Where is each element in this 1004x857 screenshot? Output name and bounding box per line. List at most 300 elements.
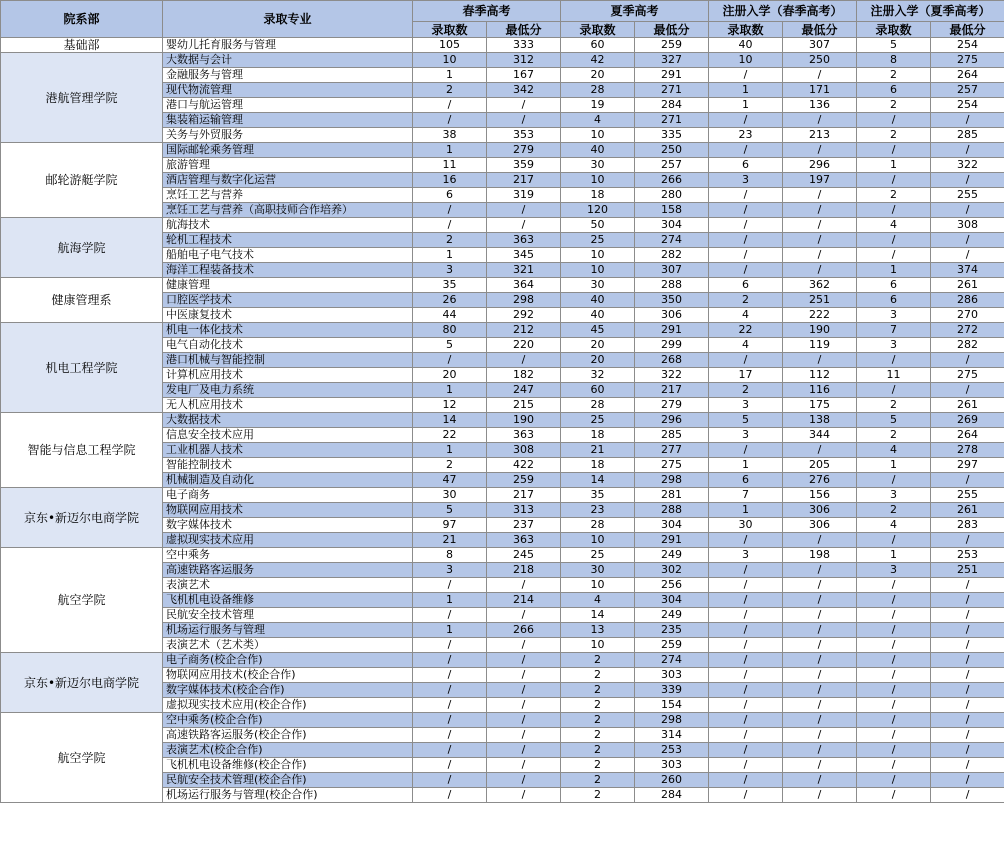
value-cell: / bbox=[783, 668, 857, 683]
value-cell: 26 bbox=[413, 293, 487, 308]
dept-cell: 健康管理系 bbox=[1, 278, 163, 323]
value-cell: 298 bbox=[487, 293, 561, 308]
value-cell: 307 bbox=[783, 38, 857, 53]
value-cell: 3 bbox=[709, 428, 783, 443]
value-cell: 23 bbox=[709, 128, 783, 143]
value-cell: / bbox=[709, 68, 783, 83]
value-cell: 274 bbox=[635, 233, 709, 248]
major-cell: 集装箱运输管理 bbox=[163, 113, 413, 128]
value-cell: 280 bbox=[635, 188, 709, 203]
value-cell: / bbox=[709, 668, 783, 683]
value-cell: 307 bbox=[635, 263, 709, 278]
major-cell: 智能控制技术 bbox=[163, 458, 413, 473]
value-cell: 284 bbox=[635, 788, 709, 803]
dept-cell: 航空学院 bbox=[1, 713, 163, 803]
major-cell: 电子商务(校企合作) bbox=[163, 653, 413, 668]
value-cell: 268 bbox=[635, 353, 709, 368]
value-cell: / bbox=[413, 203, 487, 218]
value-cell: / bbox=[931, 758, 1004, 773]
table-row bbox=[1, 38, 1004, 53]
table-body bbox=[1, 38, 1004, 803]
value-cell: / bbox=[783, 443, 857, 458]
value-cell: 214 bbox=[487, 593, 561, 608]
value-cell: 1 bbox=[857, 158, 931, 173]
value-cell: 112 bbox=[783, 368, 857, 383]
value-cell: 304 bbox=[635, 218, 709, 233]
value-cell: 3 bbox=[857, 488, 931, 503]
value-cell: 2 bbox=[561, 698, 635, 713]
value-cell: / bbox=[709, 623, 783, 638]
value-cell: 14 bbox=[561, 608, 635, 623]
value-cell: 10 bbox=[561, 248, 635, 263]
value-cell: 8 bbox=[413, 548, 487, 563]
major-cell: 电子商务 bbox=[163, 488, 413, 503]
value-cell: / bbox=[857, 788, 931, 803]
value-cell: / bbox=[487, 218, 561, 233]
value-cell: 4 bbox=[857, 518, 931, 533]
value-cell: / bbox=[857, 383, 931, 398]
major-cell: 物联网应用技术(校企合作) bbox=[163, 668, 413, 683]
value-cell: 80 bbox=[413, 323, 487, 338]
value-cell: 60 bbox=[561, 383, 635, 398]
value-cell: 45 bbox=[561, 323, 635, 338]
value-cell: 1 bbox=[413, 593, 487, 608]
value-cell: 167 bbox=[487, 68, 561, 83]
value-cell: 10 bbox=[709, 53, 783, 68]
value-cell: 217 bbox=[635, 383, 709, 398]
value-cell: 3 bbox=[413, 263, 487, 278]
value-cell: / bbox=[857, 233, 931, 248]
value-cell: 237 bbox=[487, 518, 561, 533]
value-cell: 322 bbox=[635, 368, 709, 383]
major-cell: 表演艺术（艺术类） bbox=[163, 638, 413, 653]
value-cell: / bbox=[709, 743, 783, 758]
value-cell: / bbox=[857, 638, 931, 653]
value-cell: 11 bbox=[857, 368, 931, 383]
value-cell: / bbox=[709, 443, 783, 458]
dept-cell: 京东•新迈尔电商学院 bbox=[1, 653, 163, 713]
value-cell: / bbox=[857, 593, 931, 608]
value-cell: / bbox=[783, 788, 857, 803]
value-cell: / bbox=[709, 698, 783, 713]
major-cell: 飞机机电设备维修(校企合作) bbox=[163, 758, 413, 773]
value-cell: 158 bbox=[635, 203, 709, 218]
header-min-score: 最低分 bbox=[783, 22, 857, 38]
value-cell: / bbox=[709, 563, 783, 578]
value-cell: 250 bbox=[783, 53, 857, 68]
major-cell: 表演艺术 bbox=[163, 578, 413, 593]
value-cell: 2 bbox=[413, 83, 487, 98]
value-cell: 1 bbox=[709, 83, 783, 98]
table-row bbox=[1, 143, 1004, 158]
value-cell: / bbox=[783, 728, 857, 743]
value-cell: / bbox=[857, 473, 931, 488]
value-cell: 314 bbox=[635, 728, 709, 743]
dept-cell: 机电工程学院 bbox=[1, 323, 163, 413]
value-cell: 10 bbox=[561, 128, 635, 143]
value-cell: / bbox=[413, 578, 487, 593]
value-cell: / bbox=[783, 218, 857, 233]
value-cell: / bbox=[931, 593, 1004, 608]
value-cell: 362 bbox=[783, 278, 857, 293]
value-cell: / bbox=[783, 353, 857, 368]
value-cell: / bbox=[709, 143, 783, 158]
value-cell: / bbox=[413, 638, 487, 653]
value-cell: / bbox=[487, 113, 561, 128]
value-cell: 190 bbox=[783, 323, 857, 338]
value-cell: / bbox=[931, 248, 1004, 263]
value-cell: 3 bbox=[857, 338, 931, 353]
value-cell: 1 bbox=[709, 503, 783, 518]
header-min-score: 最低分 bbox=[487, 22, 561, 38]
value-cell: / bbox=[783, 593, 857, 608]
value-cell: 2 bbox=[413, 458, 487, 473]
value-cell: / bbox=[783, 698, 857, 713]
value-cell: 220 bbox=[487, 338, 561, 353]
value-cell: 306 bbox=[783, 518, 857, 533]
value-cell: 30 bbox=[709, 518, 783, 533]
value-cell: 136 bbox=[783, 98, 857, 113]
value-cell: 6 bbox=[709, 473, 783, 488]
value-cell: 254 bbox=[931, 98, 1004, 113]
value-cell: 422 bbox=[487, 458, 561, 473]
table-row bbox=[1, 488, 1004, 503]
value-cell: 303 bbox=[635, 668, 709, 683]
value-cell: / bbox=[487, 713, 561, 728]
value-cell: / bbox=[413, 758, 487, 773]
value-cell: / bbox=[931, 713, 1004, 728]
value-cell: / bbox=[783, 188, 857, 203]
major-cell: 机场运行服务与管理 bbox=[163, 623, 413, 638]
value-cell: 116 bbox=[783, 383, 857, 398]
major-cell: 口腔医学技术 bbox=[163, 293, 413, 308]
value-cell: 10 bbox=[561, 173, 635, 188]
value-cell: 288 bbox=[635, 278, 709, 293]
header-count: 录取数 bbox=[857, 22, 931, 38]
value-cell: 215 bbox=[487, 398, 561, 413]
value-cell: 322 bbox=[931, 158, 1004, 173]
value-cell: 259 bbox=[635, 638, 709, 653]
value-cell: / bbox=[487, 683, 561, 698]
value-cell: / bbox=[931, 383, 1004, 398]
major-cell: 大数据与会计 bbox=[163, 53, 413, 68]
major-cell: 计算机应用技术 bbox=[163, 368, 413, 383]
major-cell: 无人机应用技术 bbox=[163, 398, 413, 413]
value-cell: 3 bbox=[413, 563, 487, 578]
dept-cell: 港航管理学院 bbox=[1, 53, 163, 143]
value-cell: 261 bbox=[931, 503, 1004, 518]
dept-cell: 航海学院 bbox=[1, 218, 163, 278]
major-cell: 信息安全技术应用 bbox=[163, 428, 413, 443]
value-cell: 17 bbox=[709, 368, 783, 383]
dept-cell: 基础部 bbox=[1, 38, 163, 53]
value-cell: / bbox=[857, 773, 931, 788]
value-cell: 1 bbox=[709, 98, 783, 113]
value-cell: 259 bbox=[635, 38, 709, 53]
value-cell: 2 bbox=[561, 788, 635, 803]
value-cell: 303 bbox=[635, 758, 709, 773]
value-cell: 308 bbox=[487, 443, 561, 458]
value-cell: 2 bbox=[857, 128, 931, 143]
major-cell: 烹饪工艺与营养 bbox=[163, 188, 413, 203]
value-cell: / bbox=[857, 248, 931, 263]
value-cell: 197 bbox=[783, 173, 857, 188]
value-cell: 271 bbox=[635, 113, 709, 128]
value-cell: 25 bbox=[561, 233, 635, 248]
value-cell: 291 bbox=[635, 533, 709, 548]
major-cell: 机械制造及自动化 bbox=[163, 473, 413, 488]
value-cell: / bbox=[709, 578, 783, 593]
header-count: 录取数 bbox=[413, 22, 487, 38]
value-cell: / bbox=[931, 653, 1004, 668]
major-cell: 金融服务与管理 bbox=[163, 68, 413, 83]
header-group-reg-summer: 注册入学（夏季高考） bbox=[857, 1, 1004, 22]
value-cell: 3 bbox=[857, 308, 931, 323]
value-cell: 8 bbox=[857, 53, 931, 68]
value-cell: / bbox=[487, 743, 561, 758]
value-cell: 288 bbox=[635, 503, 709, 518]
value-cell: / bbox=[413, 713, 487, 728]
value-cell: / bbox=[413, 608, 487, 623]
value-cell: 299 bbox=[635, 338, 709, 353]
major-cell: 关务与外贸服务 bbox=[163, 128, 413, 143]
major-cell: 酒店管理与数字化运营 bbox=[163, 173, 413, 188]
value-cell: 10 bbox=[561, 638, 635, 653]
value-cell: / bbox=[709, 728, 783, 743]
value-cell: / bbox=[709, 188, 783, 203]
value-cell: 50 bbox=[561, 218, 635, 233]
value-cell: / bbox=[413, 683, 487, 698]
value-cell: 306 bbox=[635, 308, 709, 323]
value-cell: 28 bbox=[561, 518, 635, 533]
value-cell: / bbox=[413, 743, 487, 758]
value-cell: 284 bbox=[635, 98, 709, 113]
value-cell: 218 bbox=[487, 563, 561, 578]
value-cell: / bbox=[487, 203, 561, 218]
major-cell: 民航安全技术管理(校企合作) bbox=[163, 773, 413, 788]
value-cell: / bbox=[783, 608, 857, 623]
major-cell: 表演艺术(校企合作) bbox=[163, 743, 413, 758]
value-cell: 274 bbox=[635, 653, 709, 668]
value-cell: / bbox=[709, 653, 783, 668]
value-cell: 30 bbox=[561, 278, 635, 293]
major-cell: 空中乘务(校企合作) bbox=[163, 713, 413, 728]
value-cell: 333 bbox=[487, 38, 561, 53]
value-cell: 364 bbox=[487, 278, 561, 293]
value-cell: / bbox=[857, 668, 931, 683]
value-cell: 2 bbox=[561, 653, 635, 668]
value-cell: 205 bbox=[783, 458, 857, 473]
value-cell: 266 bbox=[487, 623, 561, 638]
major-cell: 烹饪工艺与营养（高职技师合作培养） bbox=[163, 203, 413, 218]
value-cell: 298 bbox=[635, 713, 709, 728]
value-cell: / bbox=[709, 533, 783, 548]
header-group-reg-spring: 注册入学（春季高考） bbox=[709, 1, 857, 22]
value-cell: / bbox=[413, 788, 487, 803]
value-cell: / bbox=[931, 203, 1004, 218]
value-cell: 2 bbox=[561, 758, 635, 773]
value-cell: / bbox=[931, 683, 1004, 698]
value-cell: 272 bbox=[931, 323, 1004, 338]
major-cell: 机电一体化技术 bbox=[163, 323, 413, 338]
value-cell: 40 bbox=[561, 143, 635, 158]
major-cell: 虚拟现实技术应用(校企合作) bbox=[163, 698, 413, 713]
value-cell: / bbox=[783, 68, 857, 83]
value-cell: 1 bbox=[709, 458, 783, 473]
value-cell: 10 bbox=[561, 578, 635, 593]
value-cell: / bbox=[487, 773, 561, 788]
value-cell: 22 bbox=[413, 428, 487, 443]
value-cell: / bbox=[931, 173, 1004, 188]
major-cell: 港口机械与智能控制 bbox=[163, 353, 413, 368]
value-cell: 1 bbox=[413, 143, 487, 158]
value-cell: / bbox=[487, 353, 561, 368]
major-cell: 机场运行服务与管理(校企合作) bbox=[163, 788, 413, 803]
value-cell: 2 bbox=[561, 713, 635, 728]
value-cell: 138 bbox=[783, 413, 857, 428]
major-cell: 航海技术 bbox=[163, 218, 413, 233]
value-cell: 119 bbox=[783, 338, 857, 353]
header-group-summer: 夏季高考 bbox=[561, 1, 709, 22]
value-cell: / bbox=[487, 98, 561, 113]
value-cell: / bbox=[709, 758, 783, 773]
major-cell: 空中乘务 bbox=[163, 548, 413, 563]
value-cell: 254 bbox=[931, 38, 1004, 53]
value-cell: / bbox=[783, 758, 857, 773]
value-cell: / bbox=[487, 578, 561, 593]
value-cell: / bbox=[931, 773, 1004, 788]
value-cell: 319 bbox=[487, 188, 561, 203]
value-cell: / bbox=[783, 533, 857, 548]
value-cell: 359 bbox=[487, 158, 561, 173]
value-cell: 20 bbox=[561, 338, 635, 353]
value-cell: 30 bbox=[561, 158, 635, 173]
header-major: 录取专业 bbox=[163, 1, 413, 38]
value-cell: 363 bbox=[487, 233, 561, 248]
value-cell: / bbox=[857, 653, 931, 668]
table-row bbox=[1, 278, 1004, 293]
value-cell: 156 bbox=[783, 488, 857, 503]
value-cell: / bbox=[413, 98, 487, 113]
value-cell: / bbox=[931, 728, 1004, 743]
value-cell: / bbox=[709, 683, 783, 698]
major-cell: 高速铁路客运服务(校企合作) bbox=[163, 728, 413, 743]
value-cell: / bbox=[783, 578, 857, 593]
value-cell: / bbox=[857, 743, 931, 758]
value-cell: 251 bbox=[931, 563, 1004, 578]
value-cell: / bbox=[709, 773, 783, 788]
major-cell: 现代物流管理 bbox=[163, 83, 413, 98]
value-cell: / bbox=[931, 788, 1004, 803]
value-cell: / bbox=[487, 728, 561, 743]
value-cell: 7 bbox=[857, 323, 931, 338]
value-cell: 32 bbox=[561, 368, 635, 383]
value-cell: / bbox=[413, 698, 487, 713]
value-cell: / bbox=[931, 113, 1004, 128]
value-cell: 2 bbox=[561, 668, 635, 683]
dept-cell: 智能与信息工程学院 bbox=[1, 413, 163, 488]
value-cell: / bbox=[931, 353, 1004, 368]
value-cell: 257 bbox=[931, 83, 1004, 98]
value-cell: / bbox=[487, 668, 561, 683]
value-cell: 16 bbox=[413, 173, 487, 188]
value-cell: 4 bbox=[561, 593, 635, 608]
major-cell: 数字媒体技术 bbox=[163, 518, 413, 533]
value-cell: / bbox=[857, 623, 931, 638]
value-cell: 249 bbox=[635, 548, 709, 563]
table-row bbox=[1, 218, 1004, 233]
value-cell: 253 bbox=[635, 743, 709, 758]
value-cell: / bbox=[931, 668, 1004, 683]
value-cell: / bbox=[709, 203, 783, 218]
value-cell: 264 bbox=[931, 428, 1004, 443]
value-cell: 97 bbox=[413, 518, 487, 533]
value-cell: / bbox=[487, 698, 561, 713]
value-cell: 313 bbox=[487, 503, 561, 518]
value-cell: / bbox=[413, 218, 487, 233]
value-cell: 5 bbox=[413, 338, 487, 353]
value-cell: 261 bbox=[931, 398, 1004, 413]
value-cell: 4 bbox=[857, 218, 931, 233]
value-cell: 308 bbox=[931, 218, 1004, 233]
value-cell: 2 bbox=[857, 188, 931, 203]
value-cell: 21 bbox=[561, 443, 635, 458]
value-cell: / bbox=[709, 353, 783, 368]
value-cell: 10 bbox=[561, 533, 635, 548]
value-cell: / bbox=[931, 608, 1004, 623]
major-cell: 电气自动化技术 bbox=[163, 338, 413, 353]
value-cell: / bbox=[931, 623, 1004, 638]
value-cell: 13 bbox=[561, 623, 635, 638]
value-cell: 3 bbox=[857, 563, 931, 578]
value-cell: / bbox=[413, 668, 487, 683]
value-cell: 1 bbox=[857, 548, 931, 563]
value-cell: 6 bbox=[857, 293, 931, 308]
major-cell: 数字媒体技术(校企合作) bbox=[163, 683, 413, 698]
value-cell: 6 bbox=[709, 278, 783, 293]
value-cell: 12 bbox=[413, 398, 487, 413]
value-cell: / bbox=[783, 248, 857, 263]
dept-cell: 京东•新迈尔电商学院 bbox=[1, 488, 163, 548]
value-cell: / bbox=[709, 608, 783, 623]
value-cell: / bbox=[413, 653, 487, 668]
value-cell: 1 bbox=[857, 458, 931, 473]
value-cell: 312 bbox=[487, 53, 561, 68]
value-cell: / bbox=[783, 143, 857, 158]
value-cell: 30 bbox=[561, 563, 635, 578]
value-cell: / bbox=[487, 638, 561, 653]
value-cell: / bbox=[413, 113, 487, 128]
value-cell: 249 bbox=[635, 608, 709, 623]
major-cell: 大数据技术 bbox=[163, 413, 413, 428]
value-cell: 339 bbox=[635, 683, 709, 698]
value-cell: 282 bbox=[635, 248, 709, 263]
value-cell: 266 bbox=[635, 173, 709, 188]
value-cell: 30 bbox=[413, 488, 487, 503]
value-cell: 18 bbox=[561, 188, 635, 203]
value-cell: / bbox=[783, 743, 857, 758]
value-cell: 271 bbox=[635, 83, 709, 98]
value-cell: 6 bbox=[857, 83, 931, 98]
value-cell: 275 bbox=[931, 53, 1004, 68]
value-cell: 28 bbox=[561, 398, 635, 413]
value-cell: / bbox=[857, 353, 931, 368]
value-cell: / bbox=[931, 533, 1004, 548]
value-cell: / bbox=[487, 653, 561, 668]
value-cell: 1 bbox=[857, 263, 931, 278]
value-cell: / bbox=[857, 698, 931, 713]
value-cell: / bbox=[783, 563, 857, 578]
